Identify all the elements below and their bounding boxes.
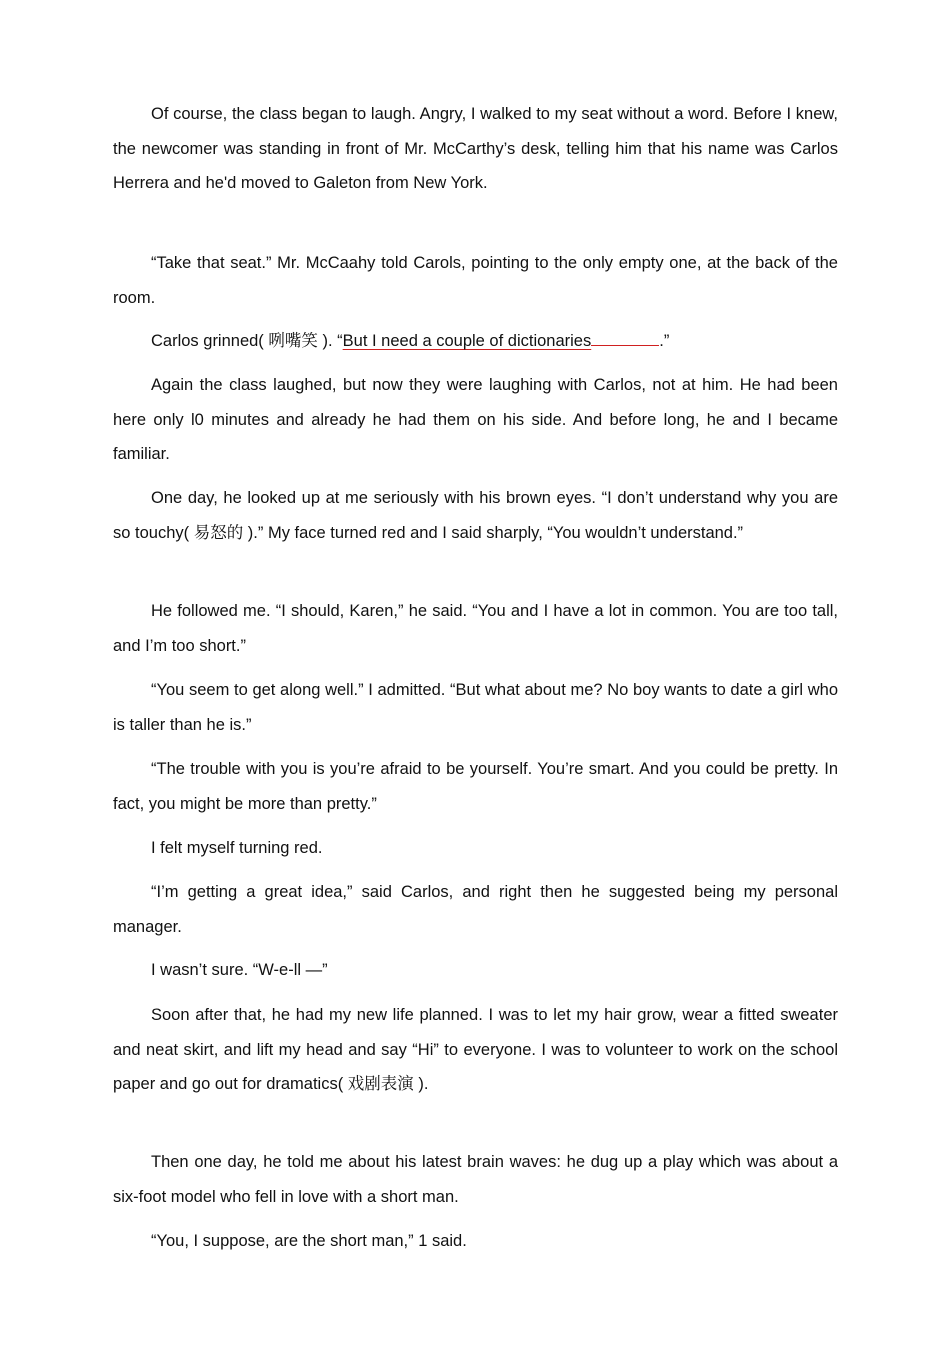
paragraph-9: I felt myself turning red. (151, 839, 323, 857)
paragraph-3-before: Carlos grinned( 咧嘴笑 ). “ (151, 332, 343, 350)
answer-blank-line (591, 331, 659, 346)
paragraph-13: Then one day, he told me about his latest brain waves: he dug up a play which was about a six-foot model who fell in love with a short man. (113, 1153, 838, 1206)
paragraph-1: Of course, the class began to laugh. Angry, I walked to my seat without a word. Before I knew, the newcomer was standing in front of Mr. McCarthy’s desk, telling him that his name was Carlos Herrera and he'd moved to Galeton from New York. (113, 105, 838, 192)
paragraph-7: “You seem to get along well.” I admitted. “But what about me? No boy wants to date a girl who is taller than he is.” (113, 681, 838, 734)
paragraph-3 (113, 324, 838, 359)
paragraph-12: Soon after that, he had my new life planned. I was to let my hair grow, wear a fitted sweater and neat skirt, and lift my head and say “Hi” to everyone. I was to volunteer to work on the school paper and go out for dramatics( 戏剧表演 ). (113, 1006, 838, 1093)
paragraph-3-after: .” (659, 332, 670, 350)
paragraph-14: “You, I suppose, are the short man,” 1 said. (151, 1232, 467, 1250)
paragraph-8: “The trouble with you is you’re afraid to be yourself. You’re smart. And you could be pretty. In fact, you might be more than pretty.” (113, 760, 838, 813)
underlined-answer: But I need a couple of dictionaries (342, 332, 592, 350)
paragraph-4: Again the class laughed, but now they were laughing with Carlos, not at him. He had been here only l0 minutes and already he had them on his side. And before long, he and I became familiar. (113, 376, 838, 463)
paragraph-6: He followed me. “I should, Karen,” he said. “You and I have a lot in common. You are too tall, and I’m too short.” (113, 602, 838, 655)
paragraph-11: I wasn’t sure. “W-e-ll —” (151, 961, 328, 979)
paragraph-2: “Take that seat.” Mr. McCaahy told Carols, pointing to the only empty one, at the back of the room. (113, 254, 838, 307)
paragraph-5: One day, he looked up at me seriously with his brown eyes. “I don’t understand why you are so touchy( 易怒的 ).” My face turned red and I said sharply, “You wouldn’t understand.” (113, 489, 838, 542)
paragraph-10: “I’m getting a great idea,” said Carlos, and right then he suggested being my personal manager. (113, 883, 838, 936)
